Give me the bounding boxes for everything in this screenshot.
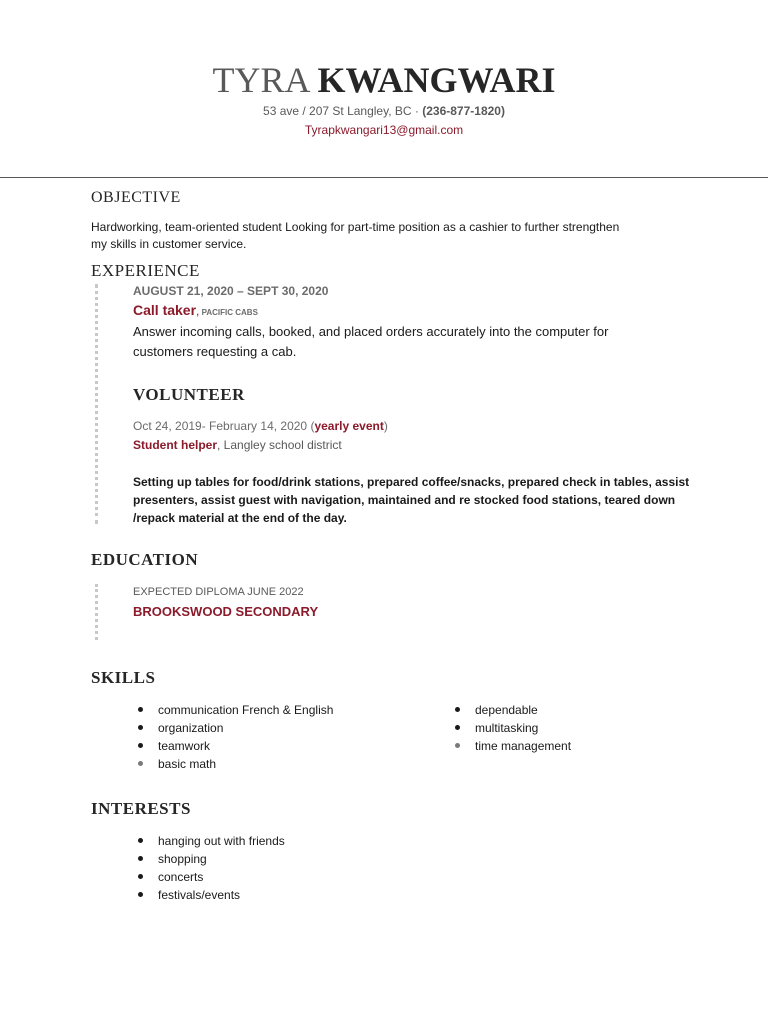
interest-item: festivals/events [158,888,241,902]
experience-line-1: Answer incoming calls, booked, and placed orders accurately into the computer for [133,324,609,339]
bullet-icon [138,856,143,861]
bullet-icon [138,892,143,897]
bullet-icon [138,838,143,843]
address: 53 ave / 207 St Langley, BC [263,104,412,118]
experience-line-2: customers requesting a cab. [133,344,297,359]
volunteer-line-2: presenters, assist guest with navigation, maintained and re stocked food stations, teared down [133,493,676,507]
skill-item: organization [158,721,224,735]
list-item [134,832,434,850]
education-date: EXPECTED DIPLOMA JUNE 2022 [133,586,304,598]
bullet-icon [138,725,143,730]
experience-heading: EXPERIENCE [91,261,200,280]
volunteer-heading: VOLUNTEER [133,385,245,404]
list-item [134,886,434,904]
bullet-icon [138,874,143,879]
bullet-icon [138,761,143,766]
skills-list-left [134,701,414,773]
skill-item: multitasking [475,721,539,735]
separator: · [411,104,423,118]
skill-item: teamwork [158,739,211,753]
volunteer-line-3: /repack material at the end of the day. [133,511,347,525]
volunteer-role: Student helper [133,438,218,452]
interests-heading: INTERESTS [91,799,191,818]
objective-heading: OBJECTIVE [91,189,181,206]
list-item [134,719,414,737]
volunteer-description [133,473,713,527]
skill-item: time management [475,739,572,753]
interests-list [134,832,434,904]
objective-line-2: my skills in customer service. [91,237,247,251]
job-comma: , [196,304,200,318]
first-name: TYRA [212,60,309,100]
bullet-icon [138,743,143,748]
skills-list-right [451,701,701,755]
list-item [134,701,414,719]
education-timeline-divider [95,584,98,640]
interest-item: hanging out with friends [158,834,285,848]
volunteer-role-line [133,437,342,453]
list-item [134,755,414,773]
bullet-icon [138,707,143,712]
contact-line [0,103,768,119]
education-heading: EDUCATION [91,550,199,569]
experience-description [133,322,608,362]
skill-item: dependable [475,703,538,717]
bullet-icon [455,725,460,730]
email: Tyrapkwangari13@gmail.com [304,123,464,137]
bullet-icon [455,707,460,712]
volunteer-date-close: ) [383,419,388,433]
job-title: Call taker [133,302,197,318]
company-name: PACIFIC CABS [199,308,258,317]
resume-header [0,58,768,102]
volunteer-date-line [133,418,388,434]
header-divider [0,177,768,178]
list-item [451,737,701,755]
interest-item: shopping [158,852,207,866]
objective-line-1: Hardworking, team-oriented student Looking for part-time position as a cashier to further strengthen [91,220,620,234]
volunteer-note: yearly event [314,419,384,433]
objective-text [91,219,691,253]
school-name: BROOKSWOOD SECONDARY [133,604,319,619]
list-item [134,850,434,868]
skill-item: basic math [158,757,217,771]
interest-item: concerts [158,870,204,884]
last-name: KWANGWARI [317,60,556,100]
volunteer-date: Oct 24, 2019- February 14, 2020 ( [133,419,315,433]
list-item [134,737,414,755]
list-item [451,701,701,719]
volunteer-line-1: Setting up tables for food/drink stations, prepared coffee/snacks, prepared check in tables, assist [133,475,690,489]
applicant-name [0,58,768,102]
phone: (236-877-1820) [422,104,505,118]
timeline-divider [95,284,98,524]
skill-item: communication French & English [158,703,334,717]
volunteer-org: , Langley school district [217,438,342,452]
list-item [451,719,701,737]
skills-heading: SKILLS [91,668,156,687]
experience-title-line [133,301,258,322]
list-item [134,868,434,886]
experience-date: AUGUST 21, 2020 – SEPT 30, 2020 [133,284,329,298]
bullet-icon [455,743,460,748]
